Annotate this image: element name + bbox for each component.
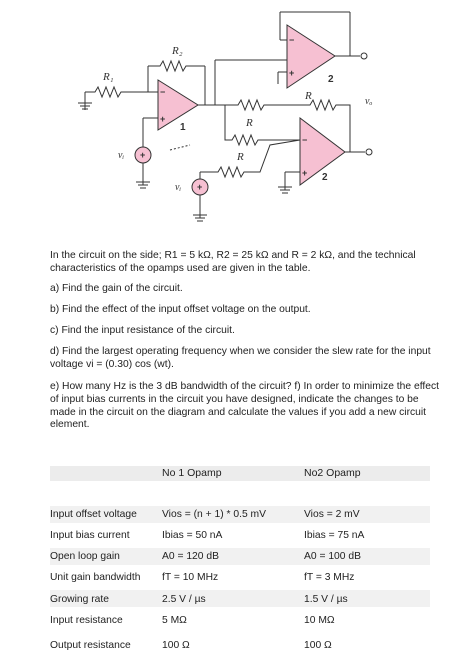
label-r-mid2: R: [237, 151, 244, 163]
opamp2top-minus: −: [289, 35, 295, 45]
row4-label: Unit gain bandwidth: [50, 572, 141, 583]
r-top-resistor: [225, 100, 300, 110]
row3-label: Open loop gain: [50, 551, 120, 562]
row6-label: Input resistance: [50, 615, 123, 626]
label-vi-bottom: vᵢ: [175, 182, 182, 193]
label-opamp-1: 1: [180, 122, 186, 133]
opamp1-minus: −: [160, 87, 166, 97]
label-opamp-2-top: 2: [328, 74, 334, 85]
question-b: b) Find the effect of the input offset voltage on the output.: [50, 304, 311, 315]
row5-opamp1: 2.5 V / µs: [162, 594, 206, 605]
row2-label: Input bias current: [50, 530, 130, 541]
row1-opamp2: Vios = 2 mV: [304, 509, 360, 520]
row7-opamp2: 100 Ω: [304, 640, 332, 651]
row2-opamp2: Ibias = 75 nA: [304, 530, 365, 541]
label-opamp-2-bottom: 2: [322, 172, 328, 183]
source-left-plus: +: [140, 150, 146, 160]
label-r-top: R: [305, 90, 312, 102]
table-header-col2: No2 Opamp: [304, 467, 361, 479]
opamp2top-plus: +: [289, 68, 295, 78]
label-r-mid1: R: [246, 117, 253, 129]
r1-resistor: [85, 87, 148, 97]
source-bottom-plus: +: [197, 182, 203, 192]
row7-opamp1: 100 Ω: [162, 640, 190, 651]
circuit-diagram: [0, 0, 474, 250]
opamp2bot-minus: −: [302, 135, 308, 145]
r2-resistor: [148, 61, 205, 71]
table-header-band: [50, 466, 430, 481]
row5-opamp2: 1.5 V / µs: [304, 594, 348, 605]
question-c: c) Find the input resistance of the circuit.: [50, 325, 235, 336]
row7-label: Output resistance: [50, 640, 131, 651]
label-vo: vₒ: [365, 96, 373, 107]
label-r2: R₂: [172, 45, 183, 57]
row3-opamp1: A0 = 120 dB: [162, 551, 219, 562]
opamp1-plus: +: [160, 114, 166, 124]
question-d: d) Find the largest operating frequency when we consider the slew rate for the input voltage vi = (0.30) cos (wt).: [50, 346, 431, 370]
row4-opamp1: fT = 10 MHz: [162, 572, 219, 583]
row2-opamp1: Ibias = 50 nA: [162, 530, 223, 541]
label-r1: R₁: [103, 71, 114, 83]
question-a: a) Find the gain of the circuit.: [50, 283, 183, 294]
r-mid1-resistor: [225, 105, 300, 145]
row6-opamp2: 10 MΩ: [304, 615, 335, 626]
opamp2bot-plus: +: [302, 168, 308, 178]
row4-opamp2: fT = 3 MHz: [304, 572, 355, 583]
label-vi-left: vᵢ: [118, 150, 125, 161]
row3-opamp2: A0 = 100 dB: [304, 551, 361, 562]
row6-opamp1: 5 MΩ: [162, 615, 187, 626]
row1-label: Input offset voltage: [50, 509, 137, 520]
question-e-f: e) How many Hz is the 3 dB bandwidth of the circuit? f) In order to minimize the effect of input bias currents in the circuit you have designed, indicate the changes to be made in the circuit on the diagram and calculate the values if you add a new circuit element.: [50, 381, 439, 431]
question-intro: In the circuit on the side; R1 = 5 kΩ, R2 = 25 kΩ and R = 2 kΩ, and the technical characteristics of the opamps used are given in the table.: [50, 250, 416, 274]
row1-opamp1: Vios = (n + 1) * 0.5 mV: [162, 509, 266, 520]
row5-label: Growing rate: [50, 594, 109, 605]
table-header-col1: No 1 Opamp: [162, 467, 222, 479]
